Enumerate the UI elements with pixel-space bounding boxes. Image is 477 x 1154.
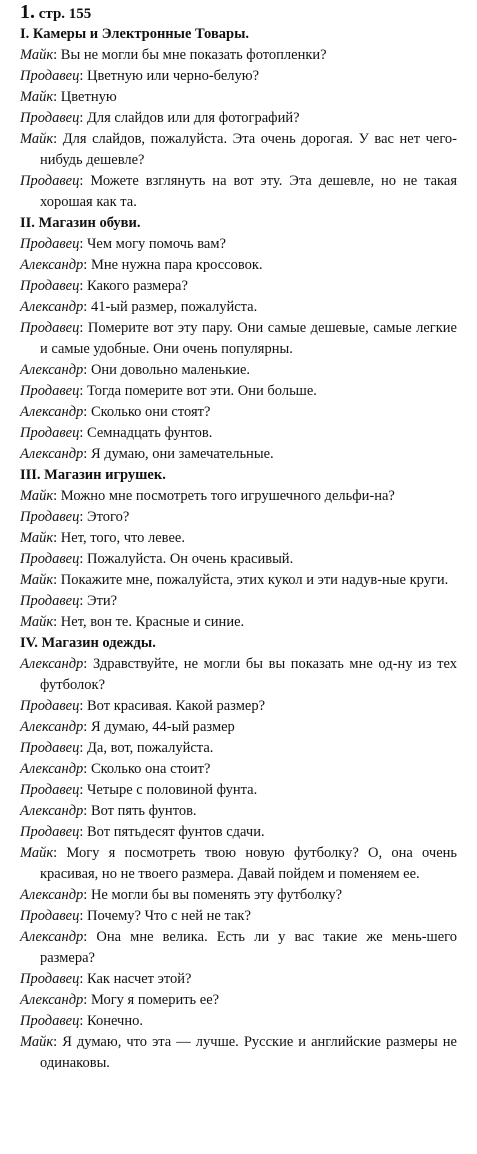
speaker-name: Александр [20, 929, 84, 945]
speaker-name: Майк [20, 47, 54, 63]
dialogue-line [20, 801, 457, 822]
utterance-text: : Пожалуйста. Он очень красивый. [79, 551, 294, 567]
utterance-text: : Вы не могли бы мне показать фотопленки? [53, 47, 327, 63]
dialogue-line [20, 1011, 457, 1032]
speaker-name: Майк [20, 1034, 54, 1050]
section-title: II. Магазин обуви. [20, 215, 141, 231]
dialogue-line [20, 927, 457, 969]
utterance-text: : Этого? [79, 509, 130, 525]
speaker-name: Александр [20, 257, 84, 273]
utterance-text: : Чем могу помочь вам? [79, 236, 226, 252]
page-reference: стр. 155 [38, 6, 92, 22]
dialogue-line [20, 234, 457, 255]
utterance-text: : Я думаю, 44-ый размер [83, 719, 235, 735]
speaker-name: Майк [20, 89, 54, 105]
utterance-text: : Конечно. [79, 1013, 143, 1029]
utterance-text: : Семнадцать фунтов. [79, 425, 213, 441]
speaker-name: Продавец [20, 824, 80, 840]
utterance-text: : Как насчет этой? [79, 971, 192, 987]
utterance-text: : Померите вот эту пару. Они самые дешевые, самые легкие и самые удобные. Они очень популярны. [40, 320, 457, 357]
section-title: III. Магазин игрушек. [20, 467, 166, 483]
speaker-name: Майк [20, 845, 54, 861]
speaker-name: Продавец [20, 173, 80, 189]
dialogue-line [20, 906, 457, 927]
speaker-name: Александр [20, 803, 84, 819]
utterance-text: : Для слайдов, пожалуйста. Эта очень дорогая. У вас нет чего-нибудь дешевле? [40, 131, 457, 168]
dialogue-line [20, 129, 457, 171]
utterance-text: : Тогда померите вот эти. Они больше. [79, 383, 317, 399]
speaker-name: Александр [20, 887, 84, 903]
dialogue-line [20, 444, 457, 465]
dialogue-line [20, 969, 457, 990]
exercise-number: 1. [20, 1, 35, 23]
utterance-text: : Почему? Что с ней не так? [79, 908, 251, 924]
dialogue-line [20, 276, 457, 297]
speaker-name: Продавец [20, 425, 80, 441]
utterance-text: : Мне нужна пара кроссовок. [83, 257, 263, 273]
utterance-text: : Вот пять фунтов. [83, 803, 197, 819]
speaker-name: Александр [20, 299, 84, 315]
dialogue-line [20, 738, 457, 759]
dialogue-line [20, 591, 457, 612]
dialogue-line [20, 717, 457, 738]
dialogue-line [20, 507, 457, 528]
speaker-name: Продавец [20, 782, 80, 798]
dialogue-line [20, 402, 457, 423]
speaker-name: Александр [20, 404, 84, 420]
dialogue-line [20, 1032, 457, 1074]
utterance-text: : Сколько они стоят? [83, 404, 211, 420]
utterance-text: : Могу я посмотреть твою новую футболку? О, она очень красивая, но не твоего размера. Давай пойдем и поменяем ее. [40, 845, 457, 882]
dialogue-line [20, 66, 457, 87]
dialogue-line [20, 612, 457, 633]
utterance-text: : Я думаю, что эта — лучше. Русские и английские размеры не одинаковы. [40, 1034, 457, 1071]
speaker-name: Майк [20, 131, 54, 147]
speaker-name: Александр [20, 719, 84, 735]
speaker-name: Майк [20, 572, 54, 588]
dialogue-line [20, 87, 457, 108]
dialogue-line [20, 255, 457, 276]
speaker-name: Александр [20, 446, 84, 462]
speaker-name: Продавец [20, 236, 80, 252]
speaker-name: Продавец [20, 278, 80, 294]
utterance-text: : Можно мне посмотреть того игрушечного дельфи-на? [53, 488, 395, 504]
utterance-text: : Четыре с половиной фунта. [79, 782, 258, 798]
speaker-name: Майк [20, 488, 54, 504]
utterance-text: : Не могли бы вы поменять эту футболку? [83, 887, 343, 903]
utterance-text: : Они довольно маленькие. [83, 362, 251, 378]
dialogue-container [20, 24, 457, 1074]
utterance-text: : Эти? [79, 593, 118, 609]
speaker-name: Продавец [20, 509, 80, 525]
dialogue-line [20, 528, 457, 549]
speaker-name: Продавец [20, 68, 80, 84]
utterance-text: : Сколько она стоит? [83, 761, 211, 777]
speaker-name: Майк [20, 614, 54, 630]
speaker-name: Продавец [20, 110, 80, 126]
dialogue-line [20, 171, 457, 213]
section-title: IV. Магазин одежды. [20, 635, 156, 651]
utterance-text: : Вот пятьдесят фунтов сдачи. [79, 824, 265, 840]
speaker-name: Продавец [20, 740, 80, 756]
speaker-name: Майк [20, 530, 54, 546]
utterance-text: : Я думаю, они замечательные. [83, 446, 274, 462]
dialogue-line [20, 885, 457, 906]
utterance-text: : Для слайдов или для фотографий? [79, 110, 300, 126]
dialogue-line [20, 654, 457, 696]
dialogue-line [20, 990, 457, 1011]
utterance-text: : Могу я померить ее? [83, 992, 220, 1008]
speaker-name: Продавец [20, 593, 80, 609]
dialogue-line [20, 423, 457, 444]
utterance-text: : Можете взглянуть на вот эту. Эта дешевле, но не такая хорошая как та. [40, 173, 457, 210]
utterance-text: : Да, вот, пожалуйста. [79, 740, 214, 756]
speaker-name: Продавец [20, 551, 80, 567]
speaker-name: Продавец [20, 698, 80, 714]
dialogue-line [20, 822, 457, 843]
speaker-name: Продавец [20, 320, 80, 336]
speaker-name: Александр [20, 656, 84, 672]
speaker-name: Продавец [20, 971, 80, 987]
dialogue-line [20, 486, 457, 507]
utterance-text: : Какого размера? [79, 278, 188, 294]
dialogue-line [20, 45, 457, 66]
dialogue-line [20, 108, 457, 129]
speaker-name: Продавец [20, 1013, 80, 1029]
utterance-text: : Нет, того, что левее. [53, 530, 185, 546]
dialogue-line [20, 843, 457, 885]
speaker-name: Александр [20, 362, 84, 378]
dialogue-line [20, 297, 457, 318]
utterance-text: : Вот красивая. Какой размер? [79, 698, 266, 714]
speaker-name: Продавец [20, 383, 80, 399]
utterance-text: : Покажите мне, пожалуйста, этих кукол и эти надув-ные круги. [53, 572, 449, 588]
utterance-text: : Она мне велика. Есть ли у вас такие же мень-шего размера? [40, 929, 457, 966]
dialogue-line [20, 549, 457, 570]
speaker-name: Александр [20, 992, 84, 1008]
dialogue-line [20, 696, 457, 717]
dialogue-line [20, 570, 457, 591]
utterance-text: : Цветную [53, 89, 117, 105]
dialogue-line [20, 759, 457, 780]
dialogue-line [20, 360, 457, 381]
section-title: I. Камеры и Электронные Товары. [20, 26, 250, 42]
exercise-header [20, 2, 457, 24]
speaker-name: Александр [20, 761, 84, 777]
dialogue-line [20, 780, 457, 801]
utterance-text: : Цветную или черно-белую? [79, 68, 260, 84]
speaker-name: Продавец [20, 908, 80, 924]
utterance-text: : Нет, вон те. Красные и синие. [53, 614, 245, 630]
dialogue-line [20, 318, 457, 360]
utterance-text: : Здравствуйте, не могли бы вы показать мне од-ну из тех футболок? [40, 656, 457, 693]
utterance-text: : 41-ый размер, пожалуйста. [83, 299, 258, 315]
dialogue-line [20, 381, 457, 402]
